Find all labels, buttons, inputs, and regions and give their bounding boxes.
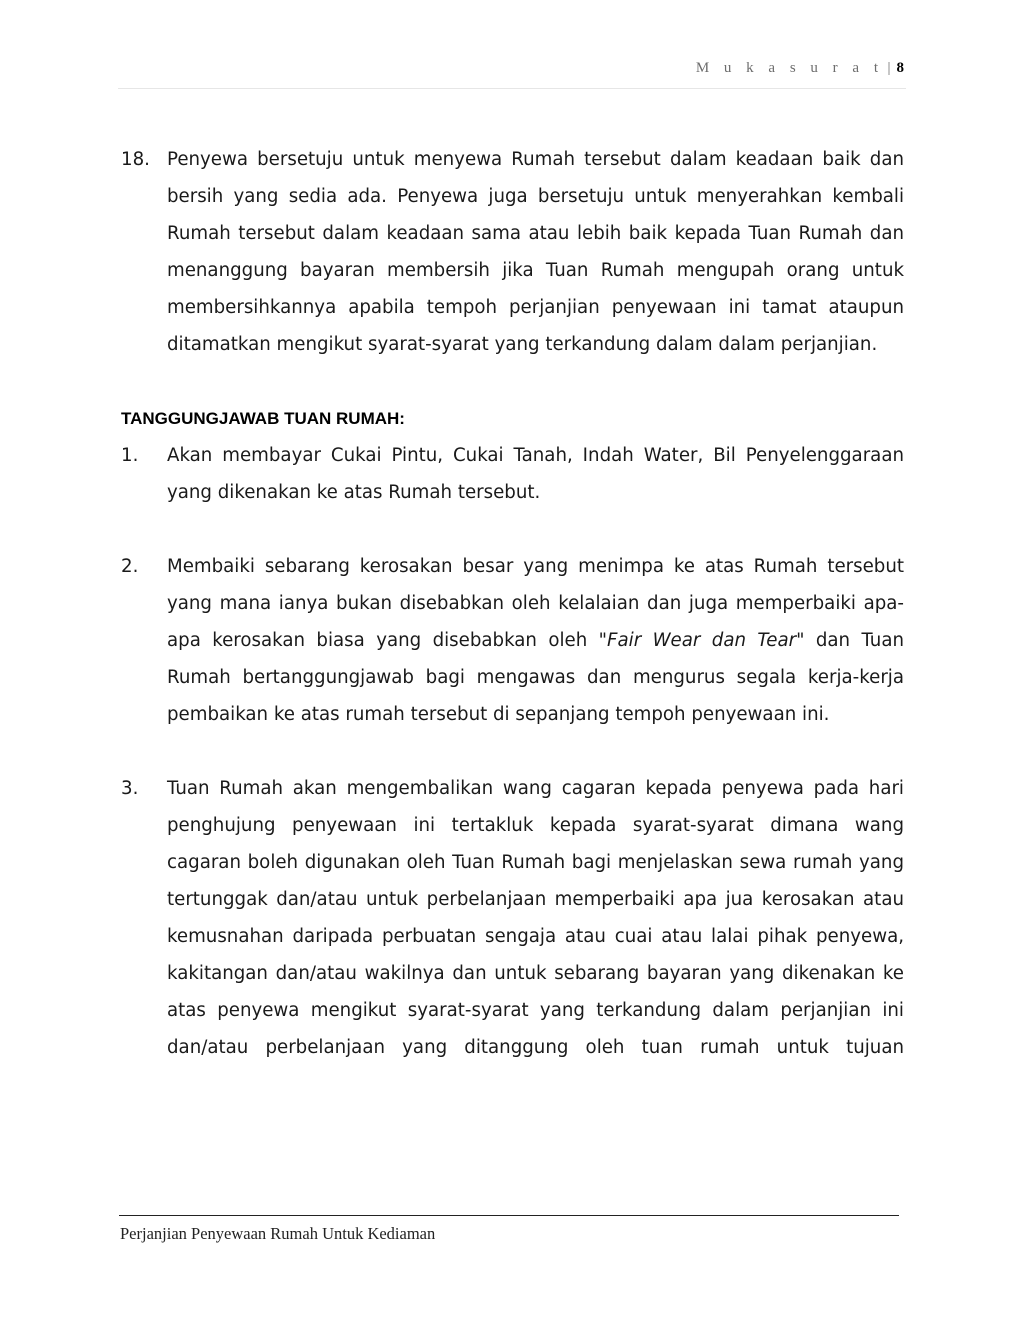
section-heading: TANGGUNGJAWAB TUAN RUMAH: bbox=[121, 409, 405, 428]
footer-title: Perjanjian Penyewaan Rumah Untuk Kediaman bbox=[120, 1224, 436, 1243]
item-text-part: Membaiki sebarang kerosakan besar yang menimpa ke atas Rumah tersebut yang mana ianya bukan disebabkan oleh kelalaian dan juga memperbaiki apa-apa kerosakan biasa yang disebabkan oleh " bbox=[167, 556, 904, 651]
page-label: M u k a s u r a t bbox=[695, 60, 884, 76]
item-text-part: " dan Tuan Rumah bertanggungjawab bagi mengawas dan mengurus segala kerja-kerja pembaikan ke atas rumah tersebut di sepanjang tempoh penyewaan ini. bbox=[167, 630, 904, 725]
item-text: Tuan Rumah akan mengembalikan wang cagaran kepada penyewa pada hari penghujung penyewaan ini tertakluk kepada syarat-syarat dimana wang cagaran boleh digunakan oleh Tuan Rumah bagi menjelaskan sewa rumah yang tertunggak dan/atau untuk perbelanjaan memperbaiki apa jua kerosakan atau kemusnahan daripada perbuatan sengaja atau cuai atau lalai pihak penyewa, kakitangan dan/atau wakilnya dan untuk sebarang bayaran yang dikenakan ke atas penyewa mengikut syarat-syarat yang terkandung dalam perjanjian ini dan/atau perbelanjaan yang ditanggung oleh tuan rumah untuk tujuan bbox=[167, 778, 904, 1058]
clause-18 bbox=[121, 141, 904, 363]
footer-divider bbox=[119, 1215, 899, 1216]
landlord-item-3 bbox=[121, 770, 904, 1066]
document-body bbox=[121, 141, 904, 1066]
page-header bbox=[696, 60, 904, 77]
item-text: Akan membayar Cukai Pintu, Cukai Tanah, Indah Water, Bil Penyelenggaraan yang dikenakan ke atas Rumah tersebut. bbox=[167, 445, 904, 503]
item-number: 1. bbox=[121, 445, 139, 466]
item-text bbox=[167, 548, 904, 733]
header-separator: | bbox=[887, 60, 891, 76]
clause-number: 18. bbox=[121, 149, 150, 170]
item-text-italic: Fair Wear dan Tear bbox=[607, 630, 797, 651]
item-number: 2. bbox=[121, 556, 139, 577]
item-number: 3. bbox=[121, 778, 139, 799]
page-number: 8 bbox=[896, 60, 904, 76]
landlord-item-1 bbox=[121, 437, 904, 511]
clause-text: Penyewa bersetuju untuk menyewa Rumah tersebut dalam keadaan baik dan bersih yang sedia ada. Penyewa juga bersetuju untuk menyerahkan kembali Rumah tersebut dalam keadaan sama atau lebih baik kepada Tuan Rumah dan menanggung bayaran membersih jika Tuan Rumah mengupah orang untuk membersihkannya apabila tempoh perjanjian penyewaan ini tamat ataupun ditamatkan mengikut syarat-syarat yang terkandung dalam dalam perjanjian. bbox=[167, 149, 904, 355]
landlord-item-2 bbox=[121, 548, 904, 733]
header-divider bbox=[118, 88, 906, 89]
